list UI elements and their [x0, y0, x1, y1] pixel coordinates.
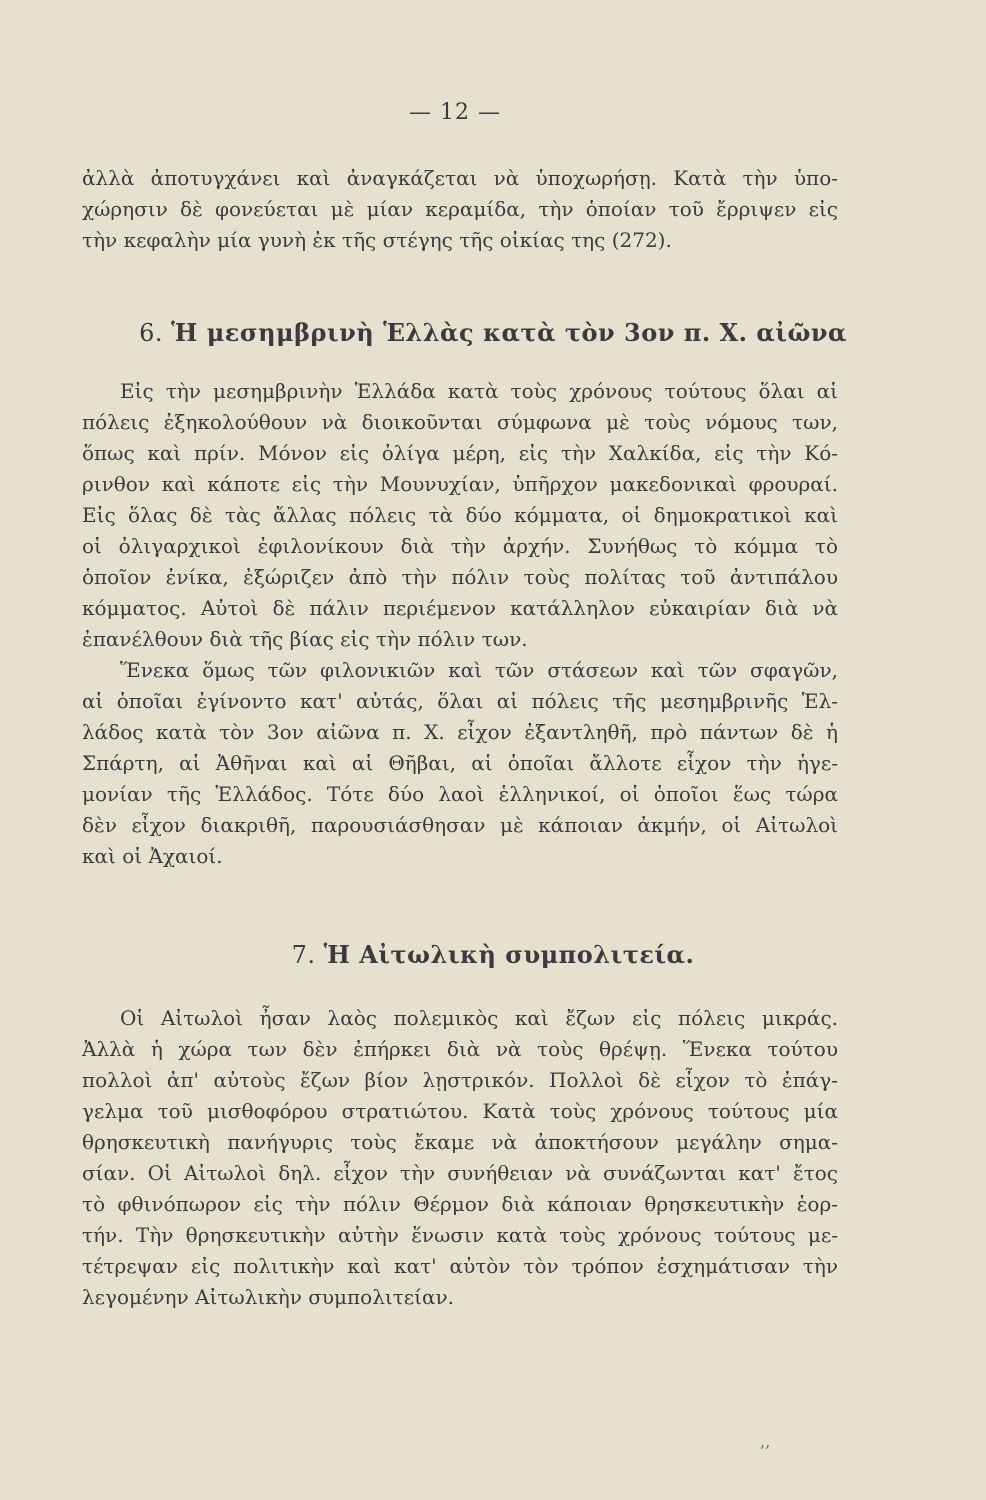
section-number: 6. — [139, 319, 163, 347]
section-title: Ἡ Αἰτωλικὴ συμπολιτεία. — [323, 940, 695, 969]
page-number: — 12 — — [409, 100, 501, 125]
footer-mark: ‚‚ — [760, 1432, 771, 1451]
text-line: οἱ ὀλιγαρχικοὶ ἐφιλονίκουν διὰ τὴν ἀρχήν. Συνήθως τὸ κόμμα τὸ — [82, 534, 838, 558]
text-line: ὅπως καὶ πρίν. Μόνον εἰς ὀλίγα μέρη, εἰς τὴν Χαλκίδα, εἰς τὴν Κό- — [82, 441, 838, 465]
text-line: πόλεις ἐξηκολούθουν νὰ διοικοῦνται σύμφωνα μὲ τοὺς νόμους των, — [82, 410, 838, 434]
section-title: Ἡ μεσημβρινὴ Ἑλλὰς κατὰ τὸν 3ον π. Χ. αἰῶνα — [171, 318, 847, 347]
text-line: Εἰς ὅλας δὲ τὰς ἄλλας πόλεις τὰ δύο κόμματα, οἱ δημοκρατικοὶ καὶ — [82, 503, 838, 527]
text-line: γελμα τοῦ μισθοφόρου στρατιώτου. Κατὰ τοὺς χρόνους τούτους μία — [82, 1099, 838, 1123]
text-line: μονίαν τῆς Ἑλλάδος. Τότε δύο λαοὶ ἑλληνικοί, οἱ ὁποῖοι ἕως τώρα — [82, 782, 838, 806]
text-line: αἱ ὁποῖαι ἐγίνοντο κατ' αὐτάς, ὅλαι αἱ πόλεις τῆς μεσημβρινῆς Ἑλ- — [82, 689, 838, 713]
text-line: τήν. Τὴν θρησκευτικὴν αὐτὴν ἕνωσιν κατὰ τοὺς χρόνους τούτους με- — [82, 1223, 838, 1247]
text-line: Ἀλλὰ ἡ χώρα των δὲν ἐπήρκει διὰ νὰ τοὺς θρέψῃ. Ἕνεκα τούτου — [82, 1037, 838, 1061]
text-line: Σπάρτη, αἱ Ἀθῆναι καὶ αἱ Θῆβαι, αἱ ὁποῖαι ἄλλοτε εἶχον τὴν ἡγε- — [82, 751, 838, 775]
text-line: ὁποῖον ἐνίκα, ἐξώριζεν ἀπὸ τὴν πόλιν τοὺς πολίτας τοῦ ἀντιπάλου — [82, 565, 838, 589]
text-line: τὸ φθινόπωρον εἰς τὴν πόλιν Θέρμον διὰ κάποιαν θρησκευτικὴν ἑορ- — [82, 1192, 838, 1216]
text-line: ἀλλὰ ἀποτυγχάνει καὶ ἀναγκάζεται νὰ ὑποχωρήσῃ. Κατὰ τὴν ὑπο- — [82, 166, 838, 190]
text-line: τέτρεψαν εἰς πολιτικὴν καὶ κατ' αὐτὸν τὸν τρόπον ἐσχημάτισαν τὴν — [82, 1254, 838, 1278]
text-line: πολλοὶ ἀπ' αὐτοὺς ἔζων βίον λῃστρικόν. Πολλοὶ δὲ εἶχον τὸ ἐπάγ- — [82, 1068, 838, 1092]
text-line: δὲν εἶχον διακριθῆ, παρουσιάσθησαν μὲ κάποιαν ἀκμήν, οἱ Αἰτωλοὶ — [82, 813, 838, 837]
section-6-paragraph-2 — [82, 655, 838, 872]
section-7-paragraph-1 — [82, 1003, 838, 1313]
text-line: ἐπανέλθουν διὰ τῆς βίας εἰς τὴν πόλιν των. — [82, 627, 528, 651]
text-line: κόμματος. Αὐτοὶ δὲ πάλιν περιέμενον κατάλληλον εὐκαιρίαν διὰ νὰ — [82, 596, 838, 620]
text-line: χώρησιν δὲ φονεύεται μὲ μίαν κεραμίδα, τὴν ὁποίαν τοῦ ἔρριψεν εἰς — [82, 197, 838, 221]
section-7-heading — [0, 940, 986, 969]
text-line: σίαν. Οἱ Αἰτωλοὶ δηλ. εἶχον τὴν συνήθειαν νὰ συνάζωνται κατ' ἔτος — [82, 1161, 838, 1185]
text-line: Εἰς τὴν μεσημβρινὴν Ἑλλάδα κατὰ τοὺς χρόνους τούτους ὅλαι αἱ — [120, 379, 838, 403]
text-line: θρησκευτικὴ πανήγυρις τοὺς ἔκαμε νὰ ἀποκτήσουν μεγάλην σημα- — [82, 1130, 838, 1154]
section-6-paragraph-1 — [82, 376, 838, 655]
text-line: Ἕνεκα ὅμως τῶν φιλονικιῶν καὶ τῶν στάσεων καὶ τῶν σφαγῶν, — [120, 658, 838, 682]
section-number: 7. — [291, 941, 316, 969]
text-line: λάδος κατὰ τὸν 3ον αἰῶνα π. Χ. εἶχον ἐξαντληθῆ, πρὸ πάντων δὲ ἡ — [82, 720, 838, 744]
text-line: καὶ οἱ Ἀχαιοί. — [82, 844, 223, 868]
text-line: Οἱ Αἰτωλοὶ ἦσαν λαὸς πολεμικὸς καὶ ἔζων εἰς πόλεις μικράς. — [120, 1006, 838, 1030]
section-6-heading — [0, 318, 986, 347]
text-line: ρινθον καὶ κάποτε εἰς τὴν Μουνυχίαν, ὑπῆρχον μακεδονικαὶ φρουραί. — [82, 472, 838, 496]
text-line: λεγομένην Αἰτωλικὴν συμπολιτείαν. — [82, 1285, 455, 1309]
continuation-paragraph — [82, 163, 838, 256]
text-line: τὴν κεφαλὴν μία γυνὴ ἐκ τῆς στέγης τῆς οἰκίας της (272). — [82, 228, 672, 252]
